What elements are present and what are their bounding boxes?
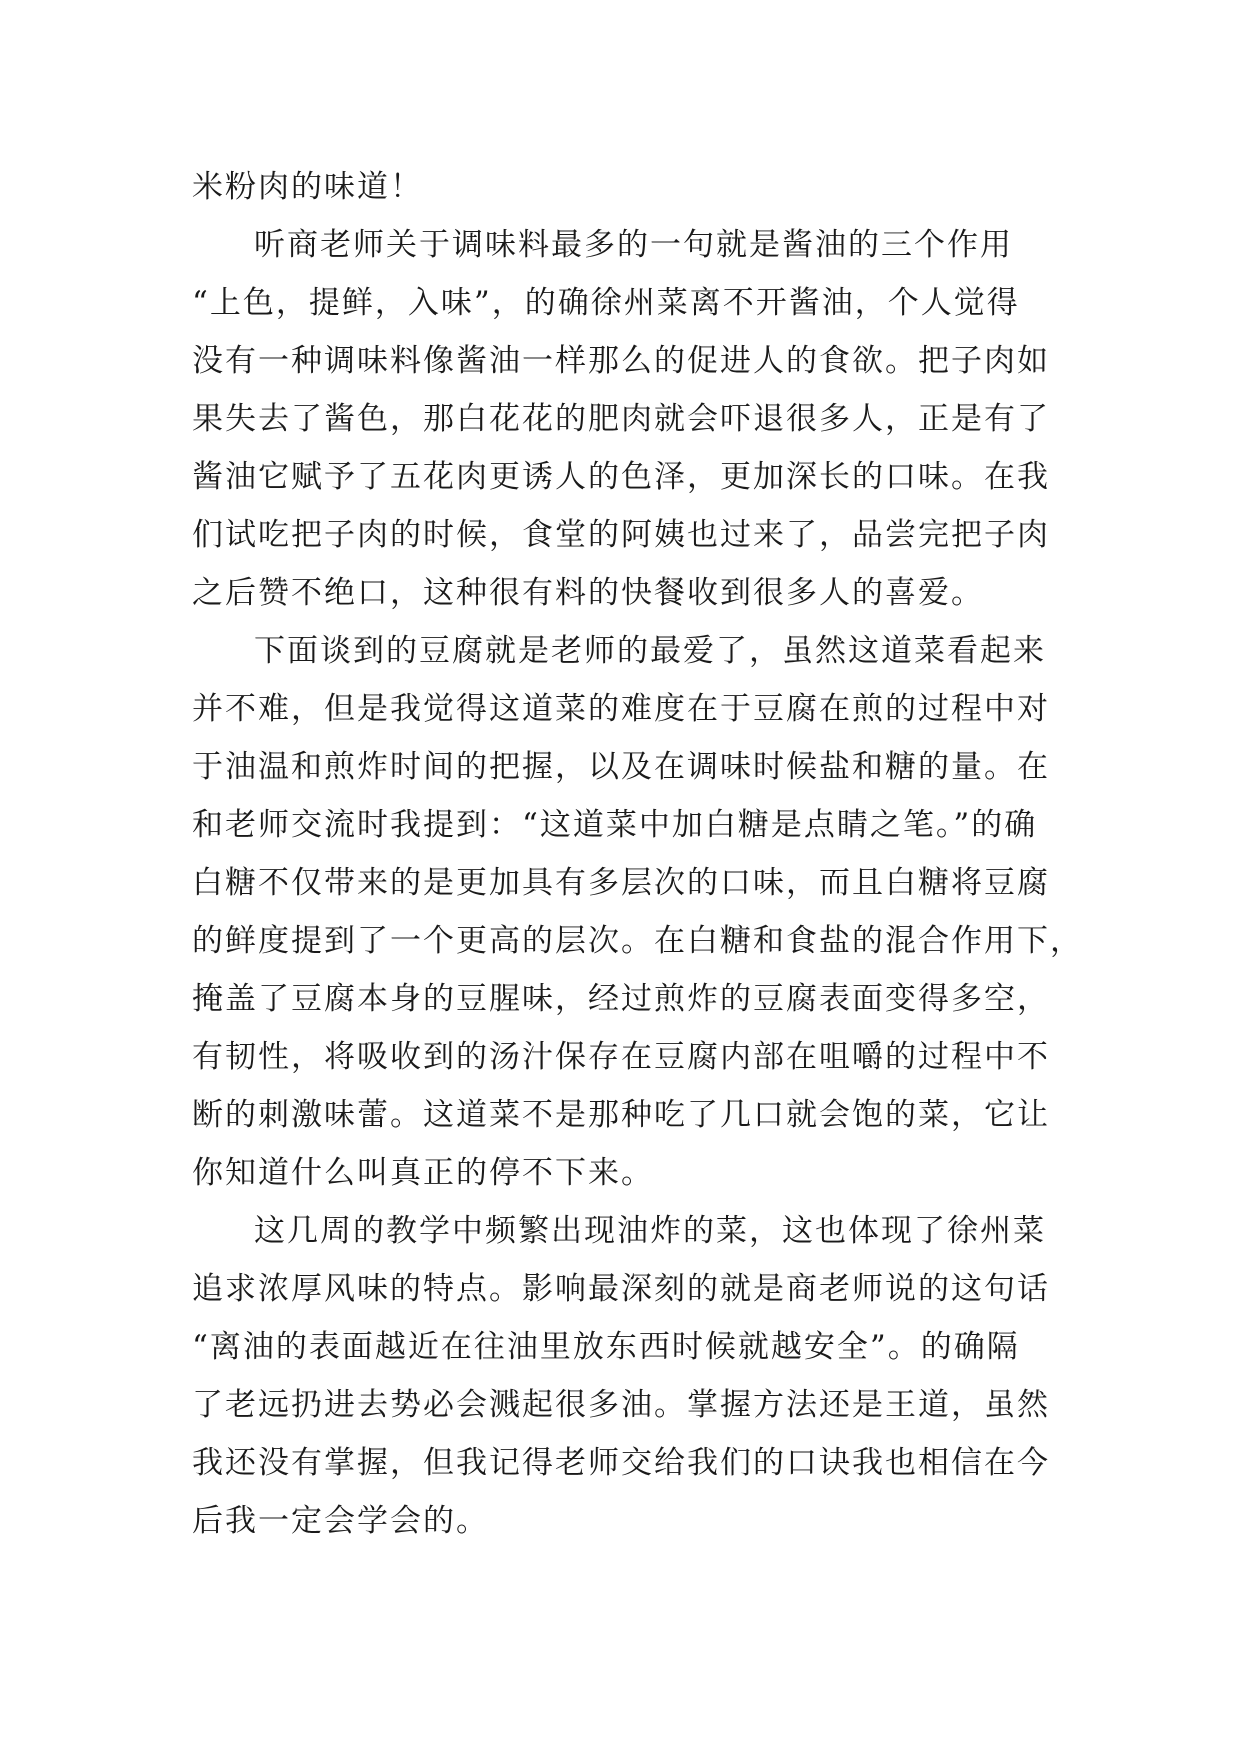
text-line: 酱油它赋予了五花肉更诱人的色泽，更加深长的口味。在我: [192, 459, 1050, 495]
text-line: 有韧性，将吸收到的汤汁保存在豆腐内部在咀嚼的过程中不: [192, 1039, 1050, 1075]
text-line: 断的刺激味蕾。这道菜不是那种吃了几口就会饱的菜，它让: [192, 1097, 1050, 1133]
text-line: 米粉肉的味道！: [192, 169, 423, 205]
text-line: 下面谈到的豆腐就是老师的最爱了，虽然这道菜看起来: [254, 633, 1046, 669]
text-line: “上色，提鲜，入味”，的确徐州菜离不开酱油，个人觉得: [192, 285, 1020, 321]
text-line: 掩盖了豆腐本身的豆腥味，经过煎炸的豆腐表面变得多空，: [192, 981, 1050, 1017]
text-line: 的鲜度提到了一个更高的层次。在白糖和食盐的混合作用下，: [192, 923, 1083, 959]
text-line: 这几周的教学中频繁出现油炸的菜，这也体现了徐州菜: [254, 1213, 1046, 1249]
text-line: 之后赞不绝口，这种很有料的快餐收到很多人的喜爱。: [192, 575, 984, 611]
text-line: 和老师交流时我提到：“这道菜中加白糖是点睛之笔。”的确: [192, 807, 1038, 843]
text-line: 听商老师关于调味料最多的一句就是酱油的三个作用: [254, 227, 1013, 263]
text-line: 你知道什么叫真正的停不下来。: [192, 1155, 654, 1191]
text-line: 于油温和煎炸时间的把握，以及在调味时候盐和糖的量。在: [192, 749, 1050, 785]
text-line: 后我一定会学会的。: [192, 1503, 489, 1539]
text-line: 没有一种调味料像酱油一样那么的促进人的食欲。把子肉如: [192, 343, 1050, 379]
text-line: “离油的表面越近在往油里放东西时候就越安全”。的确隔: [192, 1329, 1020, 1365]
text-line: 果失去了酱色，那白花花的肥肉就会吓退很多人，正是有了: [192, 401, 1050, 437]
text-line: 我还没有掌握，但我记得老师交给我们的口诀我也相信在今: [192, 1445, 1050, 1481]
text-line: 们试吃把子肉的时候，食堂的阿姨也过来了，品尝完把子肉: [192, 517, 1050, 553]
text-line: 并不难，但是我觉得这道菜的难度在于豆腐在煎的过程中对: [192, 691, 1050, 727]
text-line: 追求浓厚风味的特点。影响最深刻的就是商老师说的这句话: [192, 1271, 1050, 1307]
document-body: [192, 158, 1083, 1550]
text-line: 白糖不仅带来的是更加具有多层次的口味，而且白糖将豆腐: [192, 865, 1050, 901]
text-line: 了老远扔进去势必会溅起很多油。掌握方法还是王道，虽然: [192, 1387, 1050, 1423]
